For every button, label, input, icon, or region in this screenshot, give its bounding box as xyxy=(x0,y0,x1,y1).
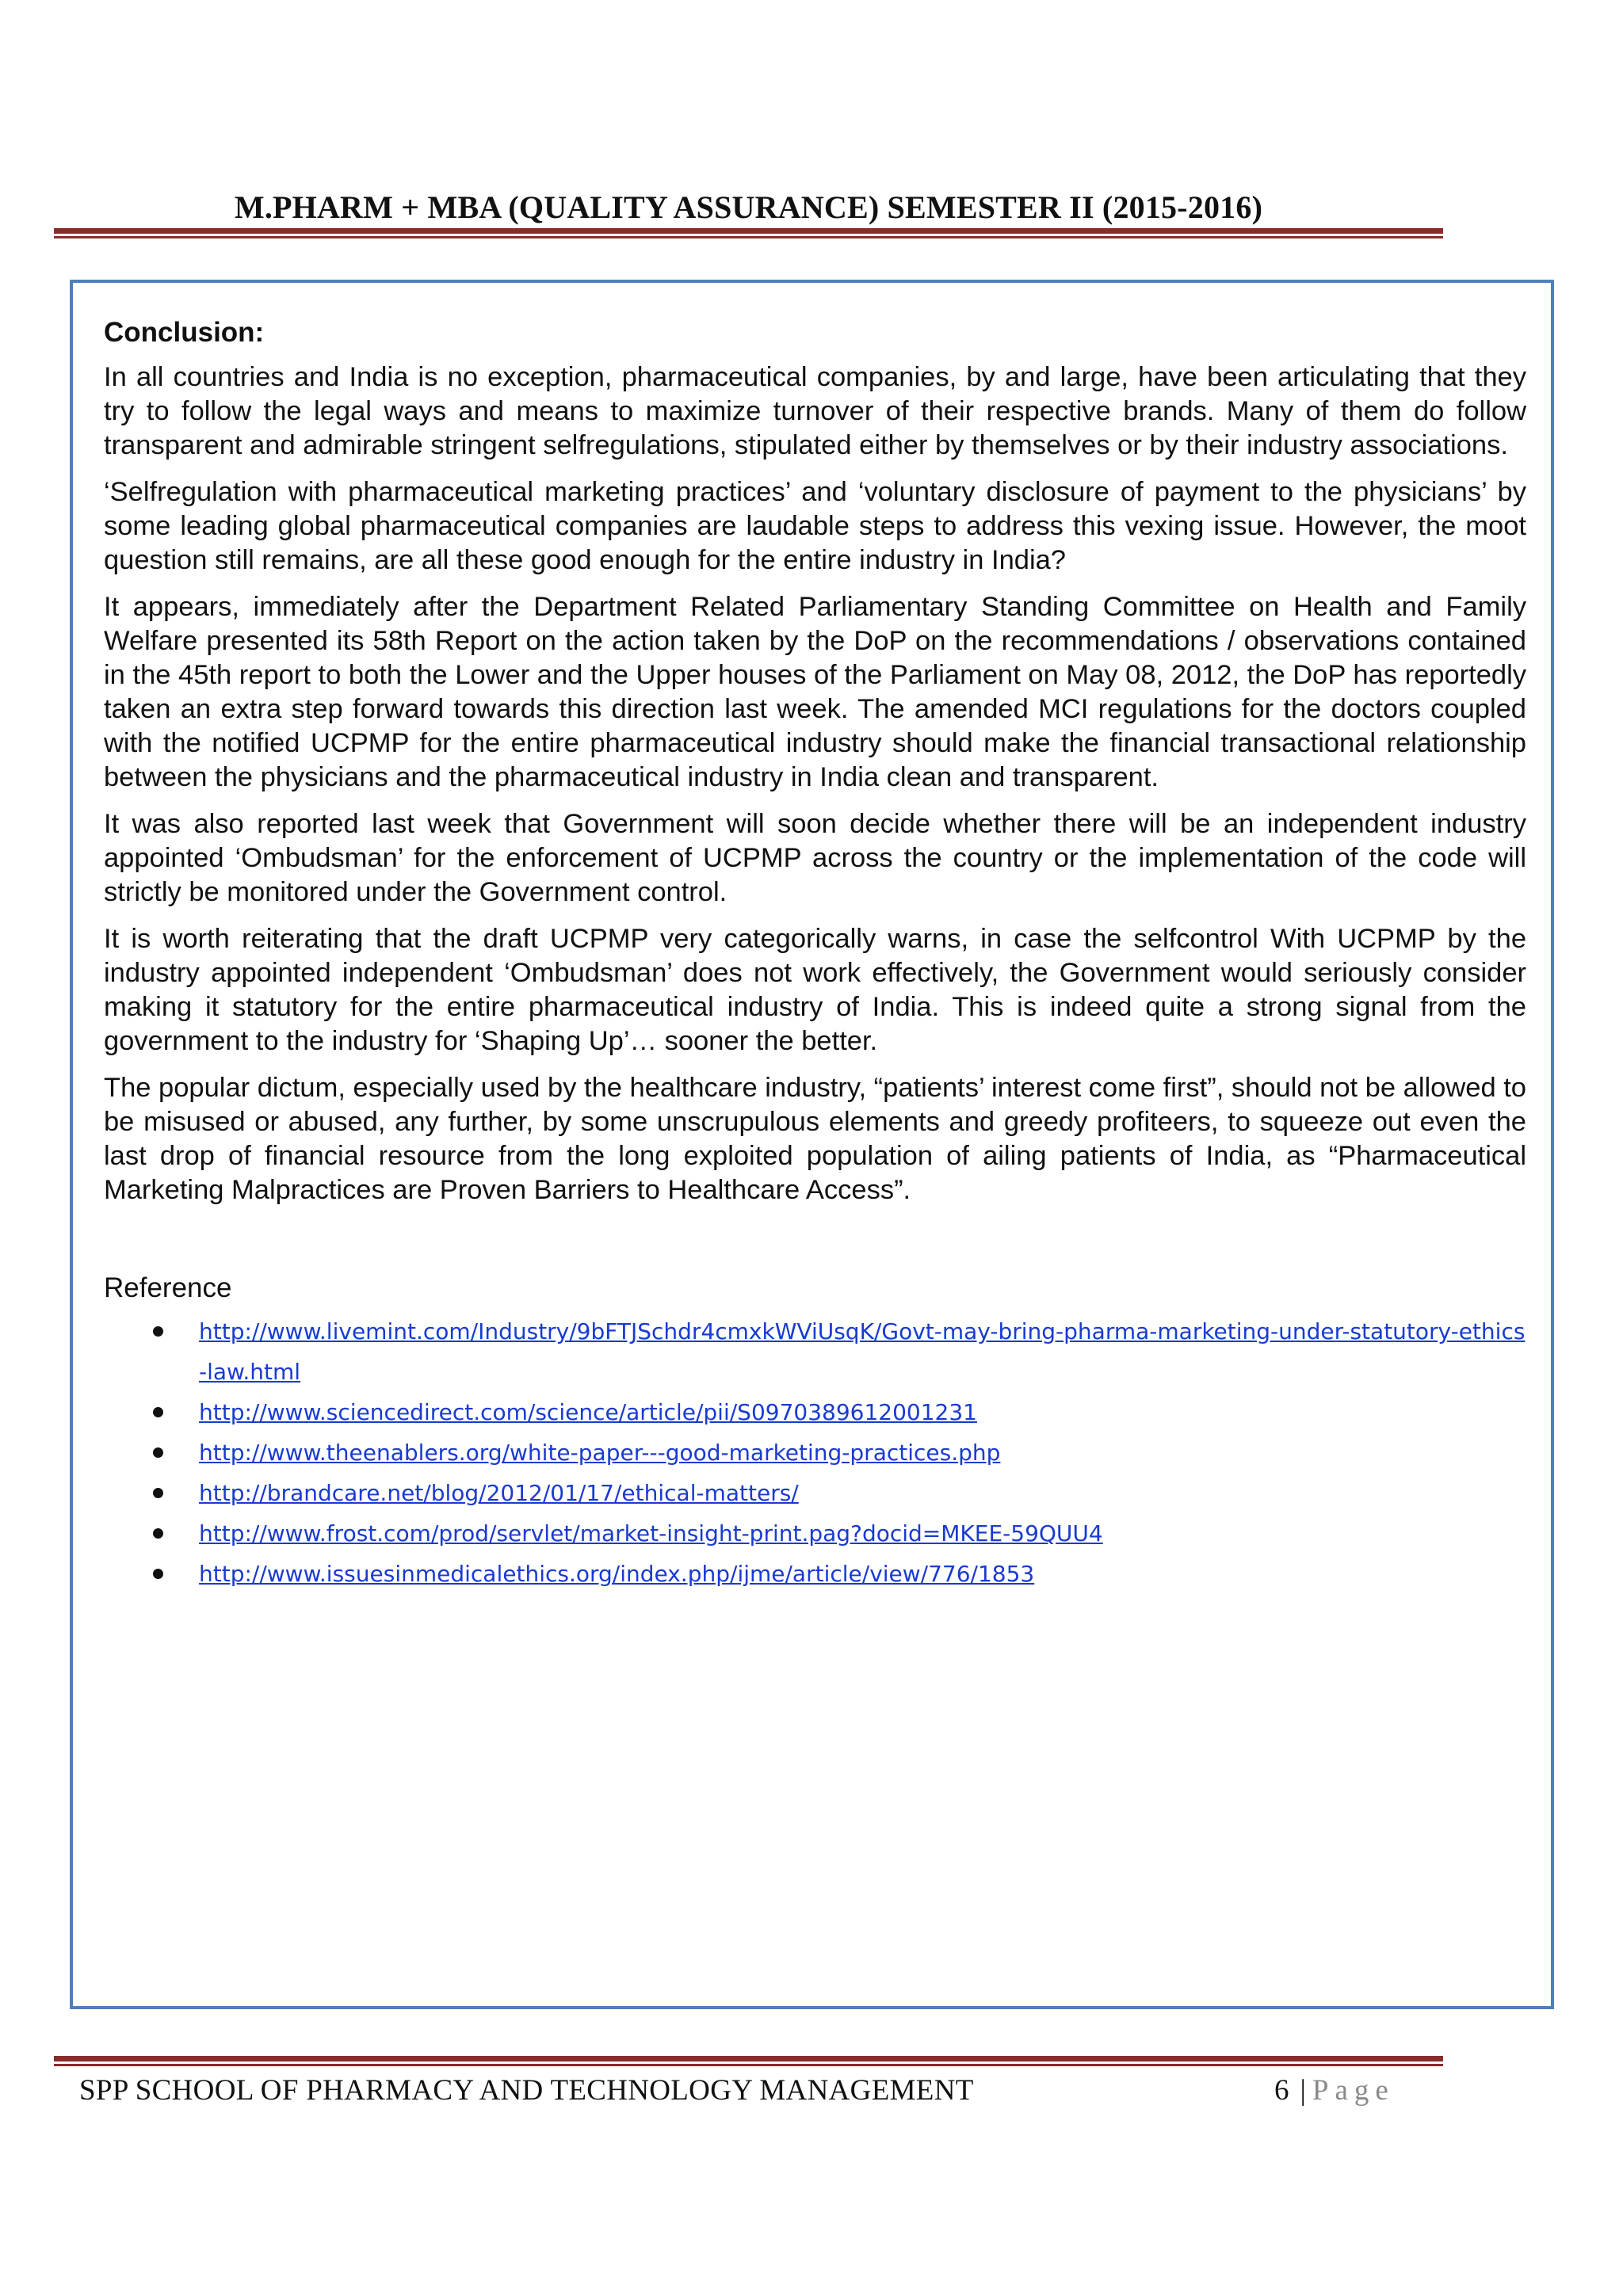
header-divider-thin xyxy=(54,236,1443,238)
reference-link[interactable]: http://brandcare.net/blog/2012/01/17/ethical-matters/ xyxy=(199,1480,799,1506)
paragraph: It is worth reiterating that the draft UCPMP very categorically warns, in case the selfcontrol With UCPMP by the industry appointed independent ‘Ombudsman’ does not work effectively, the Government would seriously consider making it statutory for the entire pharmaceutical industry of India. This is indeed quite a strong signal from the government to the industry for ‘Shaping Up’… sooner the better. xyxy=(104,924,1526,1056)
footer-divider-thin xyxy=(54,2064,1443,2066)
paragraph: The popular dictum, especially used by the healthcare industry, “patients’ interest come first”, should not be allowed to be misused or abused, any further, by some unscrupulous elements and greedy profiteers, to squeeze out even the last drop of financial resource from the long exploited population of ailing patients of India, as “Pharmaceutical Marketing Malpractices are Proven Barriers to Healthcare Access”. xyxy=(104,1073,1526,1205)
footer-divider xyxy=(54,2056,1443,2066)
footer-institution: SPP SCHOOL OF PHARMACY AND TECHNOLOGY MANAGEMENT xyxy=(79,2074,974,2107)
reference-item xyxy=(104,1513,1526,1554)
section-heading: Conclusion: xyxy=(104,317,265,348)
main-content xyxy=(104,315,1526,1594)
bullet-icon xyxy=(153,1407,163,1417)
page-header-title: M.PHARM + MBA (QUALITY ASSURANCE) SEMESTER II (2015-2016) xyxy=(234,189,1263,225)
page-number: 6 xyxy=(1274,2074,1289,2107)
reference-heading: Reference xyxy=(104,1272,232,1303)
reference-link[interactable]: http://www.issuesinmedicalethics.org/index.php/ijme/article/view/776/1853 xyxy=(199,1561,1035,1587)
reference-item xyxy=(104,1311,1526,1392)
footer-divider-thick xyxy=(54,2056,1443,2061)
header-divider-thick xyxy=(54,228,1443,234)
header-divider xyxy=(54,228,1443,238)
paragraph: ‘Selfregulation with pharmaceutical marketing practices’ and ‘voluntary disclosure of payment to the physicians’ by some leading global pharmaceutical companies are laudable steps to address this vexing issue. However, the moot question still remains, are all these good enough for the entire industry in India? xyxy=(104,477,1526,575)
bullet-icon xyxy=(153,1447,163,1458)
paragraph: In all countries and India is no exception, pharmaceutical companies, by and large, have been articulating that they try to follow the legal ways and means to maximize turnover of their respective brands. Many of them do follow transparent and admirable stringent selfregulations, stipulated either by themselves or by their industry associations. xyxy=(104,362,1526,460)
bullet-icon xyxy=(153,1326,163,1337)
reference-link[interactable]: http://www.theenablers.org/white-paper---good-marketing-practices.php xyxy=(199,1440,1001,1466)
page-label: Page xyxy=(1312,2074,1395,2107)
reference-item xyxy=(104,1432,1526,1473)
reference-list xyxy=(104,1311,1526,1594)
bullet-icon xyxy=(153,1488,163,1498)
reference-link[interactable]: http://www.livemint.com/Industry/9bFTJSchdr4cmxkWViUsqK/Govt-may-bring-pharma-marketing-under-statutory-ethics-law.html xyxy=(199,1318,1526,1385)
page-separator: | xyxy=(1300,2074,1306,2107)
reference-item xyxy=(104,1554,1526,1594)
bullet-icon xyxy=(153,1569,163,1579)
reference-item xyxy=(104,1473,1526,1513)
paragraph: It appears, immediately after the Department Related Parliamentary Standing Committee on Health and Family Welfare presented its 58th Report on the action taken by the DoP on the recommendations / observations contained in the 45th report to both the Lower and the Upper houses of the Parliament on May 08, 2012, the DoP has reportedly taken an extra step forward towards this direction last week. The amended MCI regulations for the doctors coupled with the notified UCPMP for the entire pharmaceutical industry should make the financial transactional relationship between the physicians and the pharmaceutical industry in India clean and transparent. xyxy=(104,592,1526,792)
paragraph: It was also reported last week that Government will soon decide whether there will be an independent industry appointed ‘Ombudsman’ for the enforcement of UCPMP across the country or the implementation of the code will strictly be monitored under the Government control. xyxy=(104,809,1526,907)
reference-link[interactable]: http://www.frost.com/prod/servlet/market-insight-print.pag?docid=MKEE-59QUU4 xyxy=(199,1520,1103,1547)
reference-link[interactable]: http://www.sciencedirect.com/science/article/pii/S0970389612001231 xyxy=(199,1399,977,1425)
bullet-icon xyxy=(153,1528,163,1539)
footer-page-indicator xyxy=(1274,2073,1395,2107)
reference-item xyxy=(104,1392,1526,1432)
